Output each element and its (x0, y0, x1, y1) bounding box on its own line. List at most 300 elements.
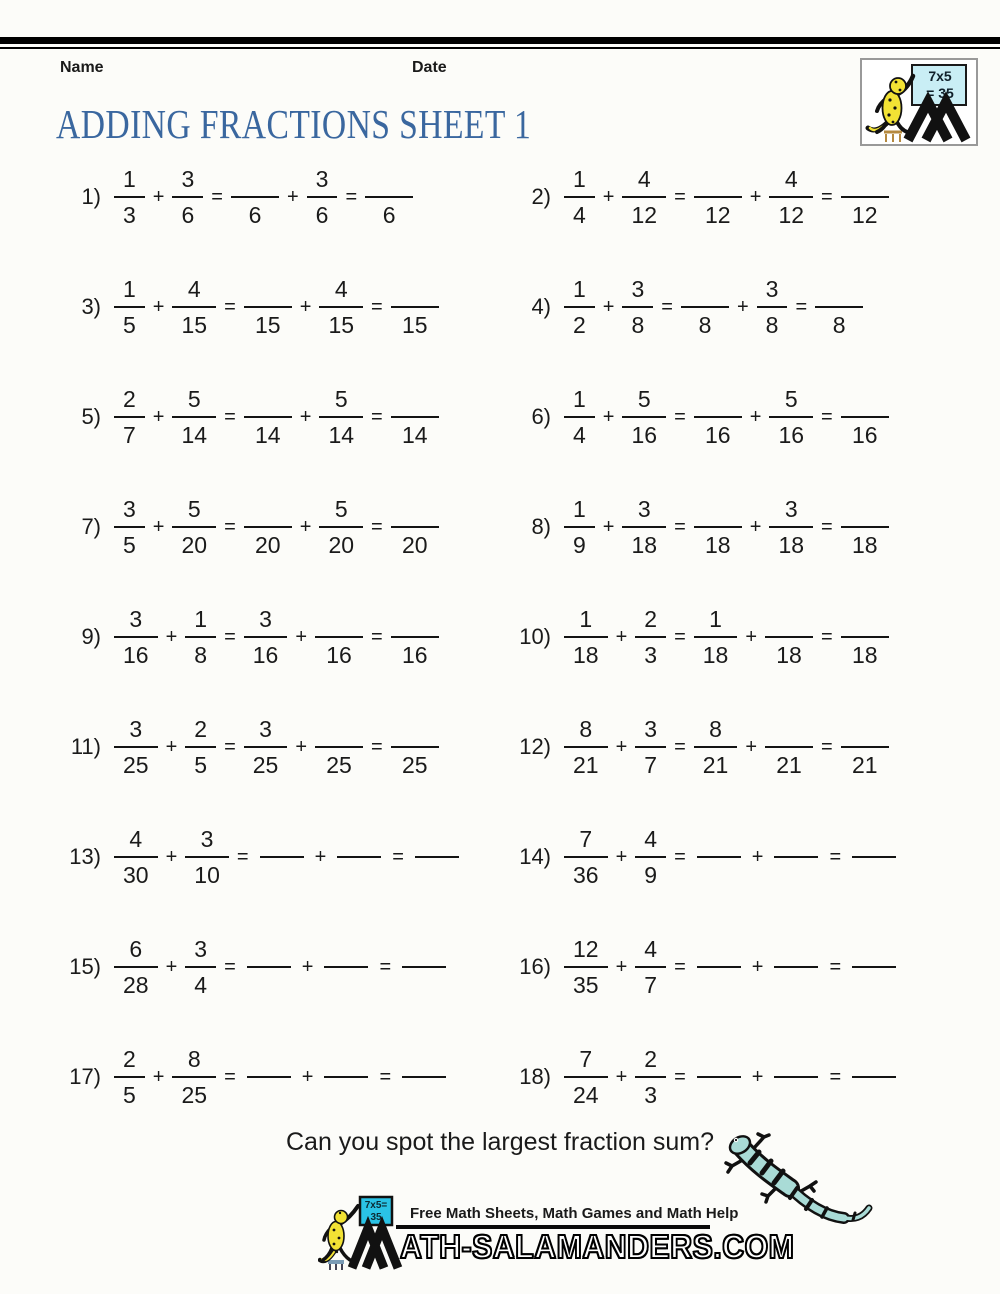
numerator: 3 (315, 166, 329, 192)
fraction (114, 272, 145, 342)
top-divider-rule (0, 37, 1000, 49)
operator-plus: + (602, 515, 615, 538)
fraction (635, 822, 666, 892)
problem-1 (55, 162, 505, 232)
operator-plus: + (299, 515, 312, 538)
problem-number: 8) (531, 514, 551, 539)
answer-blank (852, 1076, 896, 1078)
fraction (564, 712, 608, 782)
answer-blank (415, 856, 459, 858)
operator-equals: = (379, 1065, 392, 1088)
numerator-blank (403, 382, 427, 416)
fraction (185, 602, 216, 672)
operator-plus: + (745, 625, 758, 648)
operator-equals: = (371, 405, 383, 428)
numerator: 1 (573, 386, 586, 412)
fraction (172, 382, 216, 452)
numerator: 3 (765, 276, 779, 302)
answer-fraction-blank (841, 602, 889, 672)
numerator: 3 (259, 606, 272, 632)
denominator: 25 (391, 746, 439, 782)
numerator: 4 (187, 276, 201, 302)
numerator: 5 (187, 386, 201, 412)
fraction (564, 932, 608, 1002)
fraction (564, 382, 595, 452)
operator-plus: + (749, 515, 762, 538)
operator-equals: = (224, 405, 236, 428)
denominator: 18 (694, 526, 742, 562)
operator-plus: + (615, 1065, 628, 1088)
denominator: 2 (564, 306, 595, 342)
operator-equals: = (371, 625, 383, 648)
problem-number: 7) (81, 514, 101, 539)
operator-equals: = (674, 405, 686, 428)
operator-equals: = (371, 735, 383, 758)
numerator-blank (777, 602, 801, 636)
denominator: 18 (769, 526, 813, 562)
fraction (114, 162, 145, 232)
answer-fraction-blank (391, 382, 439, 452)
problem-6 (505, 382, 1000, 452)
answer-fraction-blank (391, 272, 439, 342)
denominator: 8 (681, 306, 729, 342)
denominator: 4 (564, 416, 595, 452)
operator-equals: = (674, 735, 686, 758)
numerator: 1 (573, 276, 586, 302)
numerator: 8 (579, 716, 593, 742)
denominator: 5 (114, 306, 145, 342)
answer-blank (337, 856, 381, 858)
operator-equals: = (829, 845, 842, 868)
numerator-blank (853, 162, 877, 196)
operator-equals: = (224, 295, 236, 318)
denominator: 5 (114, 526, 145, 562)
operator-equals: = (829, 1065, 842, 1088)
problem-number: 16) (519, 954, 551, 979)
operator-equals: = (674, 1065, 686, 1088)
answer-fraction-blank (841, 162, 889, 232)
numerator: 4 (644, 936, 658, 962)
denominator: 3 (114, 196, 145, 232)
fraction (244, 602, 288, 672)
numerator-blank (853, 712, 877, 746)
operator-equals: = (224, 1065, 236, 1088)
operator-equals: = (379, 955, 392, 978)
problem-13 (55, 822, 505, 892)
operator-equals: = (224, 515, 236, 538)
numerator: 3 (181, 166, 195, 192)
answer-blank (774, 856, 818, 858)
denominator: 16 (315, 636, 363, 672)
denominator: 8 (185, 636, 216, 672)
denominator: 15 (244, 306, 292, 342)
fraction (622, 162, 666, 232)
denominator: 25 (172, 1076, 216, 1112)
denominator: 15 (391, 306, 439, 342)
problem-14 (505, 822, 1000, 892)
numerator: 3 (631, 276, 645, 302)
answer-blank (402, 966, 446, 968)
operator-plus: + (152, 1065, 165, 1088)
denominator: 15 (319, 306, 363, 342)
numerator: 6 (129, 936, 143, 962)
operator-equals: = (674, 845, 686, 868)
operator-equals: = (821, 185, 833, 208)
badge-board-text-line2: = 35 (926, 85, 954, 101)
denominator: 21 (564, 746, 608, 782)
fraction (114, 822, 158, 892)
denominator: 4 (564, 196, 595, 232)
operator-plus: + (314, 845, 327, 868)
footer-board-text-line1: 7x5= (364, 1200, 388, 1211)
denominator: 25 (114, 746, 158, 782)
problem-number: 4) (531, 294, 551, 319)
answer-blank (402, 1076, 446, 1078)
operator-plus: + (165, 625, 178, 648)
fraction (564, 822, 608, 892)
answer-fraction-blank (815, 272, 863, 342)
operator-plus: + (736, 295, 749, 318)
numerator-blank (327, 712, 351, 746)
denominator: 8 (815, 306, 863, 342)
numerator: 2 (644, 606, 658, 632)
operator-equals: = (821, 625, 833, 648)
problem-18 (505, 1042, 1000, 1112)
denominator: 12 (622, 196, 666, 232)
denominator: 3 (635, 636, 666, 672)
problem-row (0, 692, 1000, 802)
operator-plus: + (165, 845, 178, 868)
denominator: 7 (635, 746, 666, 782)
operator-equals: = (224, 735, 236, 758)
fraction (319, 492, 363, 562)
operator-equals: = (821, 515, 833, 538)
answer-blank (324, 966, 368, 968)
answer-blank (260, 856, 304, 858)
numerator-blank (706, 492, 730, 526)
problem-row (0, 362, 1000, 472)
problem-number: 3) (81, 294, 101, 319)
operator-equals: = (674, 955, 686, 978)
numerator-blank (403, 712, 427, 746)
numerator: 8 (709, 716, 722, 742)
problems (0, 142, 1000, 1132)
operator-equals: = (821, 735, 833, 758)
numerator: 5 (784, 386, 798, 412)
numerator: 1 (709, 606, 722, 632)
numerator: 4 (129, 826, 143, 852)
numerator: 3 (784, 496, 798, 522)
fraction (114, 712, 158, 782)
problem-number: 13) (69, 844, 101, 869)
numerator: 1 (123, 166, 136, 192)
fraction (172, 272, 216, 342)
denominator: 25 (244, 746, 288, 782)
denominator: 21 (841, 746, 889, 782)
answer-fraction-blank (391, 602, 439, 672)
numerator-blank (243, 162, 267, 196)
fraction (185, 822, 229, 892)
operator-equals: = (236, 845, 249, 868)
numerator-blank (706, 162, 730, 196)
denominator: 14 (244, 416, 292, 452)
answer-fraction-blank (231, 162, 279, 232)
operator-plus: + (165, 735, 178, 758)
denominator: 18 (694, 636, 738, 672)
denominator: 20 (172, 526, 216, 562)
operator-equals: = (829, 955, 842, 978)
denominator: 16 (114, 636, 158, 672)
operator-plus: + (615, 735, 628, 758)
problem-4 (505, 272, 1000, 342)
numerator: 1 (123, 276, 136, 302)
problem-row (0, 252, 1000, 362)
denominator: 9 (564, 526, 595, 562)
numerator: 3 (129, 606, 143, 632)
fraction (564, 1042, 608, 1112)
numerator: 1 (573, 496, 586, 522)
numerator: 7 (579, 1046, 593, 1072)
denominator: 24 (564, 1076, 608, 1112)
fraction (769, 382, 813, 452)
operator-plus: + (602, 405, 615, 428)
operator-equals: = (224, 625, 236, 648)
operator-equals: = (371, 295, 383, 318)
answer-blank (247, 966, 291, 968)
operator-plus: + (751, 845, 764, 868)
denominator: 18 (841, 636, 889, 672)
operator-plus: + (615, 955, 628, 978)
fraction (564, 602, 608, 672)
footer-logo (318, 1194, 795, 1274)
operator-plus: + (602, 185, 615, 208)
math-salamanders-badge (860, 58, 978, 146)
numerator: 5 (637, 386, 651, 412)
problem-number: 10) (519, 624, 551, 649)
fraction (622, 272, 653, 342)
fraction (319, 272, 363, 342)
problem-3 (55, 272, 505, 342)
fraction (757, 272, 788, 342)
denominator: 35 (564, 966, 608, 1002)
brand-m-glyph (352, 1228, 398, 1268)
numerator-blank (256, 272, 280, 306)
problem-number: 6) (531, 404, 551, 429)
denominator: 6 (365, 196, 413, 232)
denominator: 5 (185, 746, 216, 782)
fraction (622, 382, 666, 452)
badge-salamander-icon (868, 76, 913, 142)
denominator: 3 (635, 1076, 666, 1112)
numerator-blank (777, 712, 801, 746)
answer-fraction-blank (694, 492, 742, 562)
denominator: 12 (841, 196, 889, 232)
problem-row (0, 472, 1000, 582)
answer-blank (247, 1076, 291, 1078)
numerator: 1 (579, 606, 593, 632)
answer-blank (852, 966, 896, 968)
problem-number: 14) (519, 844, 551, 869)
fraction (635, 932, 666, 1002)
operator-equals: = (674, 185, 686, 208)
page-title: ADDING FRACTIONS SHEET 1 (56, 101, 532, 147)
answer-fraction-blank (244, 382, 292, 452)
denominator: 36 (564, 856, 608, 892)
numerator-blank (706, 382, 730, 416)
numerator: 2 (123, 1046, 136, 1072)
denominator: 30 (114, 856, 158, 892)
operator-equals: = (345, 185, 358, 208)
numerator-blank (256, 492, 280, 526)
denominator: 9 (635, 856, 666, 892)
numerator: 3 (123, 496, 136, 522)
numerator-blank (403, 492, 427, 526)
badge-graphic (862, 60, 976, 144)
numerator: 4 (637, 166, 651, 192)
numerator: 3 (259, 716, 272, 742)
denominator: 20 (319, 526, 363, 562)
operator-equals: = (821, 405, 833, 428)
numerator-blank (377, 162, 401, 196)
problem-17 (55, 1042, 505, 1112)
denominator: 18 (841, 526, 889, 562)
answer-fraction-blank (365, 162, 413, 232)
numerator: 2 (644, 1046, 658, 1072)
fraction (622, 492, 666, 562)
numerator-blank (853, 492, 877, 526)
date-field-label: Date (412, 59, 447, 76)
numerator: 3 (200, 826, 214, 852)
denominator: 16 (769, 416, 813, 452)
operator-plus: + (152, 295, 165, 318)
fraction (185, 712, 216, 782)
footer-tagline: Free Math Sheets, Math Games and Math Help (410, 1205, 739, 1222)
problem-8 (505, 492, 1000, 562)
name-field-label: Name (60, 59, 104, 76)
operator-plus: + (295, 735, 308, 758)
numerator: 2 (123, 386, 136, 412)
operator-plus: + (152, 405, 165, 428)
denominator: 8 (622, 306, 653, 342)
answer-blank (697, 1076, 741, 1078)
answer-fraction-blank (765, 712, 813, 782)
operator-plus: + (299, 295, 312, 318)
operator-plus: + (165, 955, 178, 978)
numerator: 2 (194, 716, 208, 742)
operator-plus: + (152, 185, 165, 208)
numerator: 4 (644, 826, 658, 852)
numerator-blank (853, 382, 877, 416)
problem-row (0, 1022, 1000, 1132)
denominator: 14 (172, 416, 216, 452)
fraction (114, 602, 158, 672)
problem-number: 11) (70, 734, 101, 759)
numerator: 7 (579, 826, 593, 852)
problem-row (0, 802, 1000, 912)
answer-blank (774, 966, 818, 968)
denominator: 28 (114, 966, 158, 1002)
operator-plus: + (751, 1065, 764, 1088)
problem-number: 17) (69, 1064, 101, 1089)
answer-fraction-blank (315, 602, 363, 672)
denominator: 12 (769, 196, 813, 232)
answer-fraction-blank (244, 492, 292, 562)
fraction (769, 492, 813, 562)
problem-row (0, 142, 1000, 252)
fraction (114, 492, 145, 562)
problem-10 (505, 602, 1000, 672)
operator-plus: + (301, 1065, 314, 1088)
badge-board-text-line1: 7x5 (928, 68, 952, 84)
numerator: 5 (187, 496, 201, 522)
numerator-blank (827, 272, 851, 306)
fraction (694, 602, 738, 672)
numerator-blank (853, 602, 877, 636)
operator-equals: = (211, 185, 223, 208)
denominator: 16 (841, 416, 889, 452)
fraction (319, 382, 363, 452)
denominator: 16 (622, 416, 666, 452)
operator-plus: + (152, 515, 165, 538)
operator-plus: + (751, 955, 764, 978)
problem-number: 5) (81, 404, 101, 429)
operator-plus: + (615, 845, 628, 868)
footer-board-text-line2: 35 (370, 1212, 382, 1223)
numerator: 4 (784, 166, 798, 192)
denominator: 20 (391, 526, 439, 562)
fraction (185, 932, 216, 1002)
fraction (694, 712, 738, 782)
answer-fraction-blank (315, 712, 363, 782)
denominator: 14 (319, 416, 363, 452)
answer-fraction-blank (391, 492, 439, 562)
numerator: 1 (573, 166, 586, 192)
problem-2 (505, 162, 1000, 232)
problem-number: 18) (519, 1064, 551, 1089)
problem-number: 12) (519, 734, 551, 759)
problem-row (0, 912, 1000, 1022)
denominator: 15 (172, 306, 216, 342)
denominator: 18 (622, 526, 666, 562)
problem-number: 15) (69, 954, 101, 979)
problem-15 (55, 932, 505, 1002)
answer-fraction-blank (841, 492, 889, 562)
answer-fraction-blank (765, 602, 813, 672)
answer-blank (697, 966, 741, 968)
answer-fraction-blank (681, 272, 729, 342)
answer-fraction-blank (841, 382, 889, 452)
problem-16 (505, 932, 1000, 1002)
operator-plus: + (295, 625, 308, 648)
problem-7 (55, 492, 505, 562)
operator-plus: + (602, 295, 615, 318)
numerator: 1 (194, 606, 208, 632)
denominator: 12 (694, 196, 742, 232)
answer-blank (774, 1076, 818, 1078)
numerator: 3 (644, 716, 658, 742)
denominator: 5 (114, 1076, 145, 1112)
operator-equals: = (674, 625, 686, 648)
fraction (172, 1042, 216, 1112)
fraction (635, 602, 666, 672)
answer-fraction-blank (841, 712, 889, 782)
problem-number: 9) (81, 624, 101, 649)
numerator: 3 (637, 496, 651, 522)
numerator: 3 (129, 716, 143, 742)
numerator: 12 (573, 936, 599, 962)
answer-fraction-blank (694, 162, 742, 232)
denominator: 18 (765, 636, 813, 672)
